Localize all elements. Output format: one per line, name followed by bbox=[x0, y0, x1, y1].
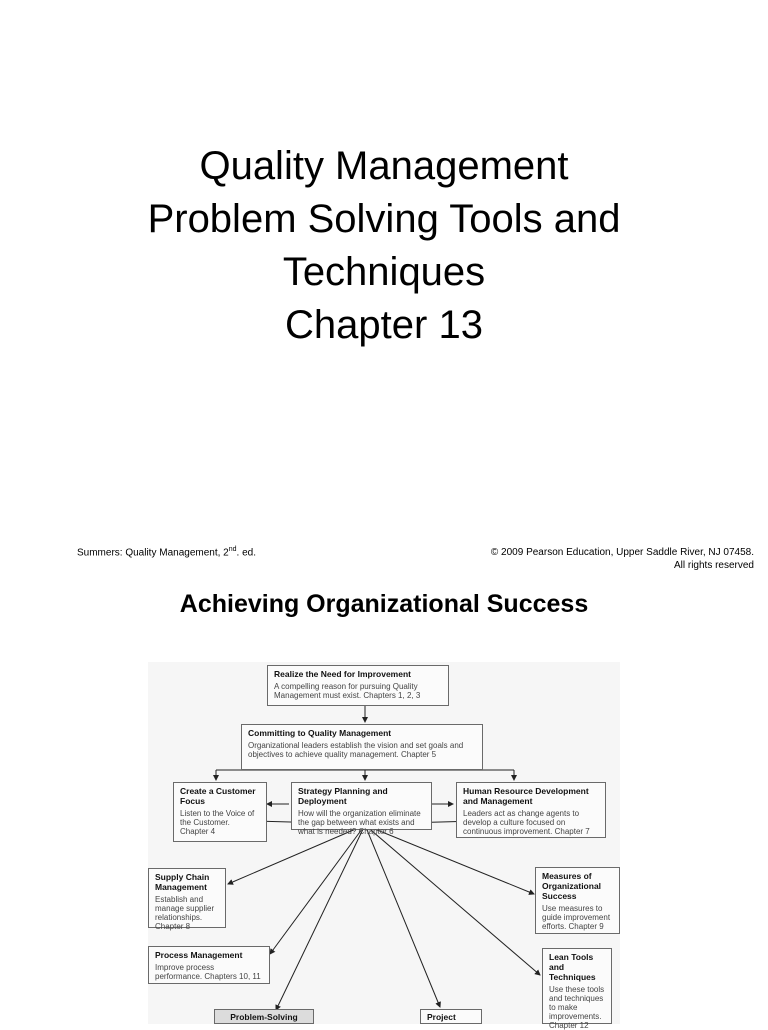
box-body: How will the organization eliminate the gap between what exists and what is needed? Chapter 6 bbox=[298, 809, 421, 836]
box-title: Create a Customer Focus bbox=[180, 786, 256, 806]
box-project bbox=[420, 1009, 482, 1024]
title-line-2: Problem Solving Tools and bbox=[147, 197, 621, 241]
box-title: Project bbox=[427, 1012, 456, 1022]
box-body: Use measures to guide improvement efforts. Chapter 9 bbox=[542, 904, 611, 931]
box-measures bbox=[535, 867, 620, 934]
arrow-hub-project bbox=[365, 825, 440, 1007]
box-body: Leaders act as change agents to develop a culture focused on continuous improvement. Chapter 7 bbox=[463, 809, 590, 836]
box-body: Organizational leaders establish the vision and set goals and objectives to achieve quality management. Chapter 5 bbox=[248, 741, 464, 759]
box-committing bbox=[241, 724, 483, 770]
box-body: A compelling reason for pursuing Quality Management must exist. Chapters 1, 2, 3 bbox=[274, 682, 421, 700]
box-title: Measures of Organizational Success bbox=[542, 871, 602, 901]
box-title: Committing to Quality Management bbox=[248, 728, 392, 738]
box-human-resource bbox=[456, 782, 606, 838]
box-title: Process Management bbox=[155, 950, 243, 960]
box-lean-tools bbox=[542, 948, 612, 1030]
box-title: Human Resource Development and Management bbox=[463, 786, 589, 806]
citation-text: Summers: Quality Management, 2 bbox=[77, 547, 229, 559]
box-supply-chain bbox=[148, 868, 226, 931]
arrow-hub-problem bbox=[276, 825, 365, 1010]
box-body: Use these tools and techniques to make improvements. Chapter 12 bbox=[549, 985, 605, 1030]
copyright-line-1: © 2009 Pearson Education, Upper Saddle River, NJ 07458. bbox=[490, 547, 754, 558]
box-title: Lean Tools and Techniques bbox=[549, 952, 596, 982]
footer-copyright bbox=[491, 546, 754, 572]
section-heading: Achieving Organizational Success bbox=[179, 590, 589, 618]
box-strategy-planning bbox=[291, 782, 432, 836]
copyright-line-2: All rights reserved bbox=[673, 560, 754, 571]
footer-citation bbox=[77, 546, 256, 558]
box-title: Problem-Solving bbox=[230, 1012, 298, 1022]
slide-title bbox=[0, 140, 768, 352]
success-diagram bbox=[148, 662, 620, 1030]
arrow-hub-lean bbox=[365, 825, 540, 975]
box-title: Strategy Planning and Deployment bbox=[298, 786, 388, 806]
title-line-4: Chapter 13 bbox=[285, 303, 483, 347]
title-line-1: Quality Management bbox=[199, 144, 569, 188]
box-customer-focus bbox=[173, 782, 267, 842]
citation-suffix: . ed. bbox=[236, 547, 256, 559]
box-body: Listen to the Voice of the Customer. Chapter 4 bbox=[180, 809, 255, 836]
box-process-management bbox=[148, 946, 270, 984]
box-body: Establish and manage supplier relationships. Chapter 8 bbox=[155, 895, 215, 931]
title-line-3: Techniques bbox=[282, 250, 486, 294]
citation-ordinal: nd bbox=[228, 546, 237, 553]
box-realize-need bbox=[267, 665, 449, 706]
box-body: Improve process performance. Chapters 10, 11 bbox=[155, 963, 261, 981]
arrow-hub-process bbox=[270, 825, 365, 954]
box-title: Realize the Need for Improvement bbox=[274, 669, 411, 679]
box-title: Supply Chain Management bbox=[155, 872, 210, 892]
box-problem-solving bbox=[214, 1009, 314, 1024]
